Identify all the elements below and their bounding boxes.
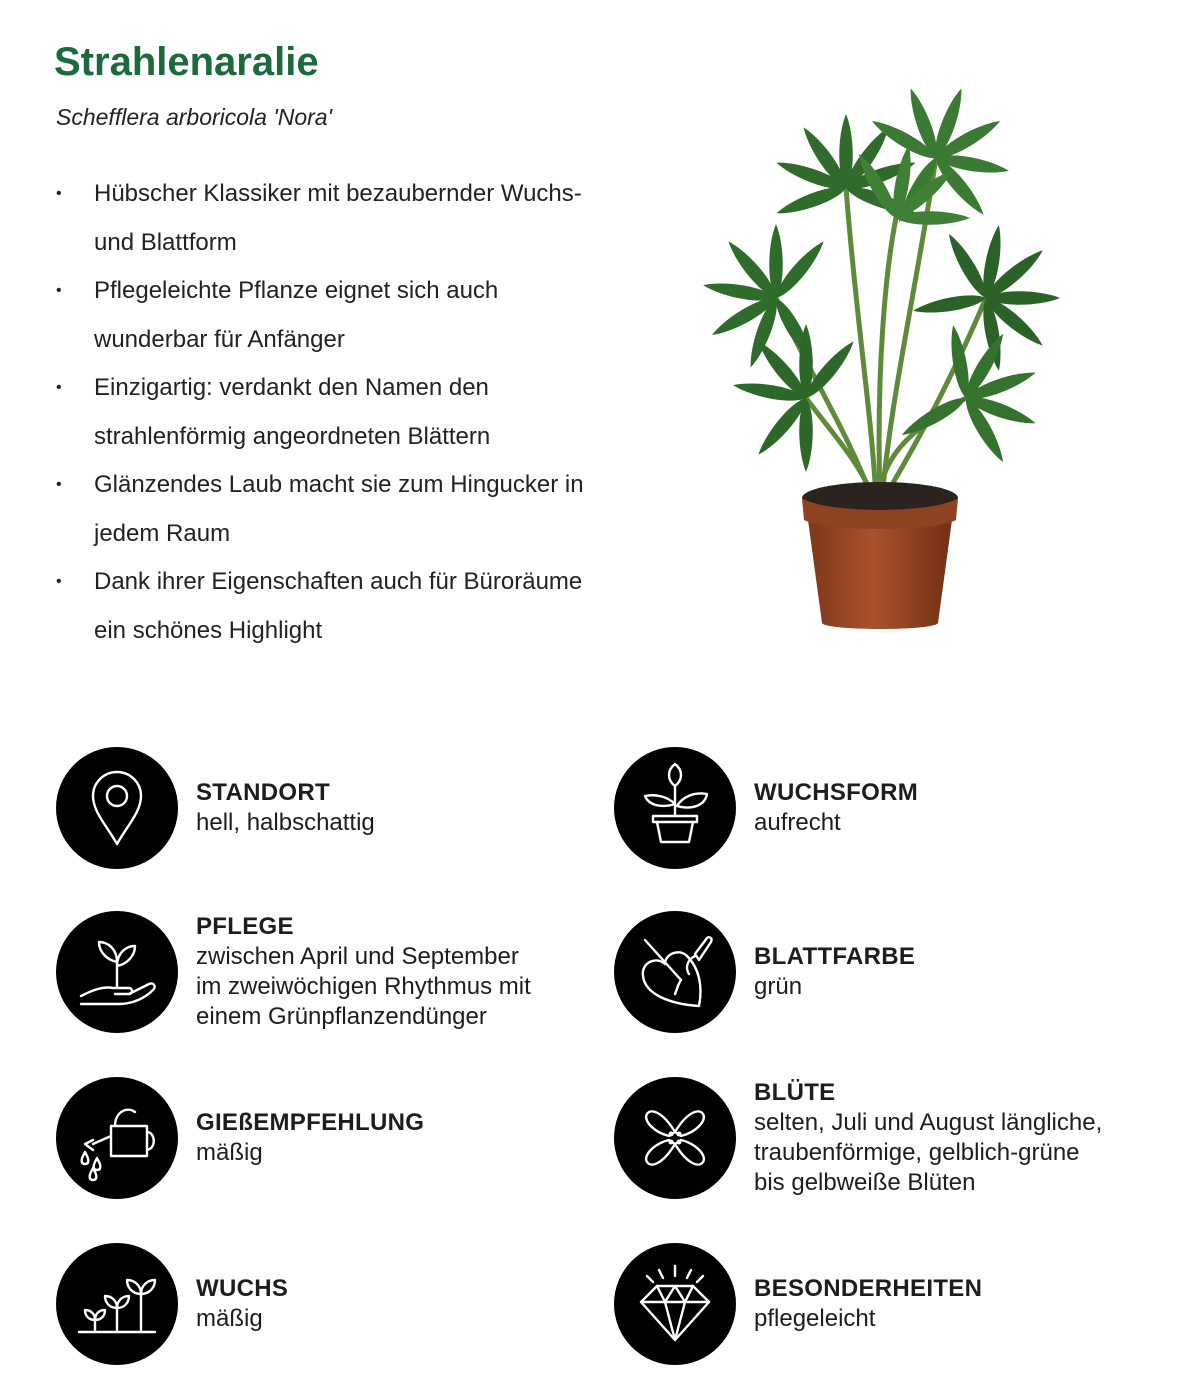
- feature-label: STANDORT: [196, 779, 330, 806]
- feature-value: selten, Juli und August längliche, traubenförmige, gelblich-grüne bis gelbweiße Blüten: [754, 1109, 1103, 1196]
- growth-sprouts-icon: [56, 1243, 178, 1365]
- feature-label: PFLEGE: [196, 913, 294, 940]
- feature-value: mäßig: [196, 1139, 263, 1166]
- feature-label: BESONDERHEITEN: [754, 1275, 983, 1302]
- feature-label: GIEßEMPFEHLUNG: [196, 1109, 425, 1136]
- feature-label: WUCHSFORM: [754, 779, 919, 806]
- leaf-brush-icon: [614, 911, 736, 1033]
- location-pin-icon: [56, 747, 178, 869]
- bullet-item: • Pflegeleichte Pflanze eignet sich auch wunderbar für Anfänger: [56, 267, 616, 364]
- bullet-item: • Dank ihrer Eigenschaften auch für Büroräume ein schönes Highlight: [56, 558, 616, 655]
- feature-label: BLATTFARBE: [754, 943, 916, 970]
- bullet-item: • Einzigartig: verdankt den Namen den strahlenförmig angeordneten Blättern: [56, 364, 616, 461]
- feature-value: zwischen April und September im zweiwöchigen Rhythmus mit einem Grünpflanzendünger: [196, 943, 531, 1030]
- feature-wuchs: [56, 1242, 616, 1366]
- feature-bluete: [614, 1076, 1174, 1200]
- feature-label: WUCHS: [196, 1275, 289, 1302]
- feature-besonderheiten: [614, 1242, 1174, 1366]
- bullet-item: • Hübscher Klassiker mit bezaubernder Wuchs- und Blattform: [56, 170, 616, 267]
- feature-wuchsform: [614, 746, 1174, 870]
- feature-value: aufrecht: [754, 809, 841, 836]
- feature-label: BLÜTE: [754, 1079, 836, 1106]
- feature-bullet-list: [56, 170, 616, 655]
- potted-plant-icon: [614, 747, 736, 869]
- feature-pflege: [56, 910, 616, 1034]
- flower-icon: [614, 1077, 736, 1199]
- latin-name: Schefflera arboricola 'Nora': [56, 104, 332, 130]
- feature-value: mäßig: [196, 1305, 263, 1332]
- feature-value: pflegeleicht: [754, 1305, 876, 1332]
- feature-value: hell, halbschattig: [196, 809, 375, 836]
- feature-value: grün: [754, 973, 803, 1000]
- diamond-icon: [614, 1243, 736, 1365]
- bullet-item: • Glänzendes Laub macht sie zum Hingucker in jedem Raum: [56, 461, 616, 558]
- plant-image: [686, 68, 1076, 644]
- feature-giessempfehlung: [56, 1076, 616, 1200]
- seedling-hand-icon: [56, 911, 178, 1033]
- feature-blattfarbe: [614, 910, 1174, 1034]
- product-title: Strahlenaralie: [54, 40, 319, 84]
- watering-can-icon: [56, 1077, 178, 1199]
- feature-standort: [56, 746, 616, 870]
